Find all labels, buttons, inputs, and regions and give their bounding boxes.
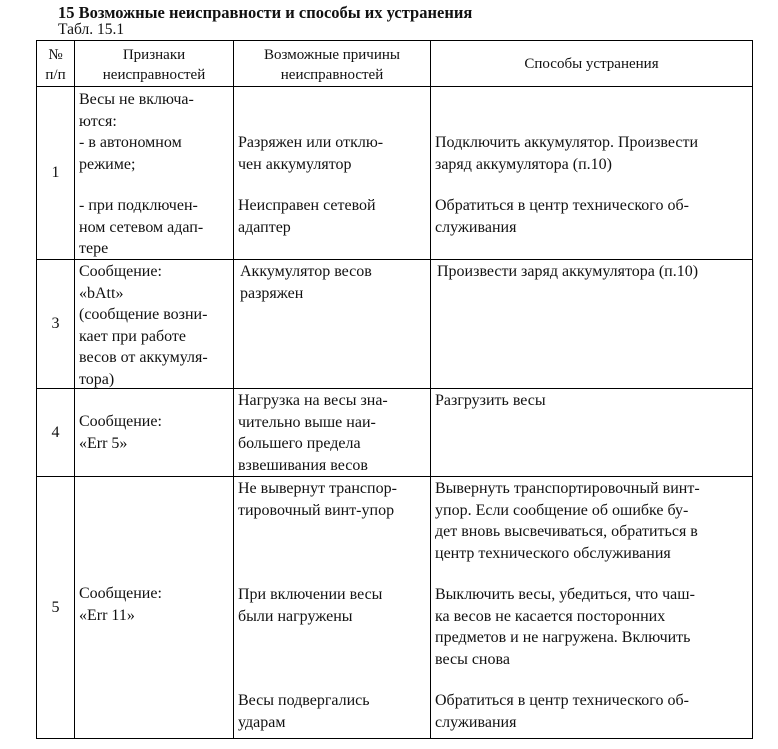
section-title: 15 Возможные неисправности и способы их устранения <box>58 3 473 22</box>
symptom-a: - в автономном режиме; <box>79 134 182 173</box>
table-header-row <box>37 41 753 87</box>
symptom-text: Сообщение: «Err 11» <box>79 585 162 624</box>
cause-a: Разряжен или отклю- чен аккумулятор <box>238 134 384 173</box>
cause-cell <box>234 477 431 739</box>
row-number: 1 <box>37 87 75 260</box>
row-number: 5 <box>37 477 75 739</box>
fault-table <box>36 40 753 739</box>
symptom-intro: Весы не включа- ются: <box>79 91 194 130</box>
symptom-cell <box>75 87 234 260</box>
cause-b: Неисправен сетевой адаптер <box>238 197 376 236</box>
symptom-cell <box>75 389 234 477</box>
remedy-cell <box>431 477 753 739</box>
remedy-b: Выключить весы, убедиться, что чаш- ка весов не касается посторонних предметов и не нагружена. Включить весы снова <box>435 586 695 668</box>
cause-a: Не вывернут транспор- тировочный винт-упор <box>238 480 397 519</box>
remedy-b: Обратиться в центр технического об- служивания <box>435 197 689 236</box>
remedy-a: Подключить аккумулятор. Произвести заряд аккумулятора (п.10) <box>435 134 699 173</box>
remedy-cell <box>431 260 753 389</box>
cause-c: Весы подвергались ударам <box>238 692 370 731</box>
remedy-cell <box>431 87 753 260</box>
remedy-text: Разгрузить весы <box>435 392 546 409</box>
header-remedies: Способы устранения <box>431 41 753 87</box>
table-row <box>37 389 753 477</box>
table-label: Табл. 15.1 <box>58 21 125 38</box>
cause-text: Нагрузка на весы зна- чительно выше наи- большего предела взвешивания весов <box>238 392 388 474</box>
cause-cell <box>234 87 431 260</box>
header-causes: Возможные причины неисправностей <box>234 41 431 87</box>
row-number: 4 <box>37 389 75 477</box>
table-row <box>37 477 753 739</box>
row-number: 3 <box>37 260 75 389</box>
cause-text: Аккумулятор весов разряжен <box>240 263 372 302</box>
remedy-a: Вывернуть транспортировочный винт- упор. Если сообщение об ошибке бу- дет вновь высвечиваться, обратиться в центр технического обслуживания <box>435 480 700 562</box>
remedy-c: Обратиться в центр технического об- служивания <box>435 692 689 731</box>
cause-cell <box>234 389 431 477</box>
remedy-cell <box>431 389 753 477</box>
symptom-b: - при подключен- ном сетевом адап- тере <box>79 197 204 257</box>
symptom-cell <box>75 477 234 739</box>
symptom-cell <box>75 260 234 389</box>
symptom-text: Сообщение: «Err 5» <box>79 413 162 452</box>
header-symptoms: Признаки неисправностей <box>75 41 234 87</box>
remedy-text: Произвести заряд аккумулятора (п.10) <box>437 263 699 280</box>
table-row <box>37 87 753 260</box>
symptom-text: Сообщение: «bAtt» (сообщение возни- кает при работе весов от аккумуля- тора) <box>79 263 208 388</box>
cause-cell <box>234 260 431 389</box>
header-num: № п/п <box>37 41 75 87</box>
cause-b: При включении весы были нагружены <box>238 586 383 625</box>
table-row <box>37 260 753 389</box>
